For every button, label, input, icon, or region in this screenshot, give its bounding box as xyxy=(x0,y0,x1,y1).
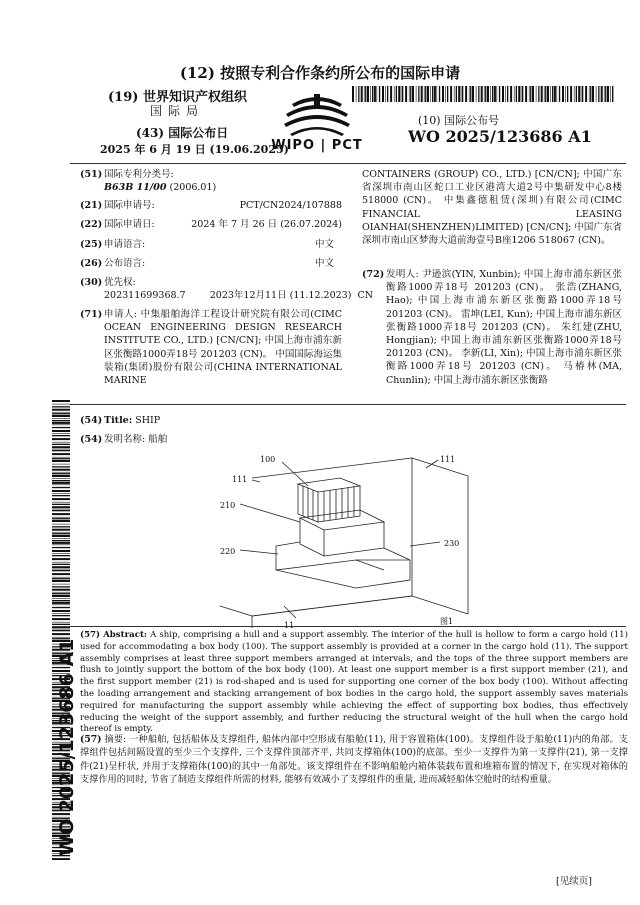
field-26: (26) 公布语言: 中文 xyxy=(80,258,334,269)
label-111-left: 111 xyxy=(232,475,248,484)
figure-caption: 图1 xyxy=(440,617,454,626)
title-en: SHIP xyxy=(135,415,161,426)
pubno-code: (10) xyxy=(418,114,441,127)
hull-right-wall xyxy=(412,458,468,614)
side-publication-number: WO 2025/123686 A1 xyxy=(56,638,78,856)
label-210: 210 xyxy=(220,501,236,510)
field-30: (30) 优先权: xyxy=(80,277,136,288)
title-cn-line: (54) 发明名称: 船舶 xyxy=(80,434,168,445)
pubdate-label: 国际公布日 xyxy=(168,126,229,140)
field-30-value: 202311699368.7 2023年12月11日 (11.12.2023) CN xyxy=(104,290,374,301)
org-code: (19) xyxy=(108,90,139,105)
pubdate-value: 2025 年 6 月 19 日 (19.06.2025) xyxy=(100,143,289,156)
field-72: (72) 发明人: 尹逊滨(YIN, Xunbin); 中国上海市浦东新区张衡路1000弄18号 201203 (CN)。 张浩(ZHANG, Hao); 中国上海市浦东新区张衡路1000弄18号 201203 (CN)。 雷坤(LEI, Kun); 中国上海市浦东新区张衡路1000弄18号 201203 (CN)。 朱红建(ZHU, Hongjian); 中国上海市浦东新区张衡路1000弄18号 201203 (CN)。 李新(LI, Xin); 中国上海市浦东新区张衡路1000弄18号 201203 (CN)。 马椿林(MA, Chunlin); 中国上海市浦东新区张衡路 xyxy=(362,269,622,386)
title-cn: 船舶 xyxy=(148,434,168,445)
wipo-pct-wordmark: WIPO | PCT xyxy=(271,138,363,153)
pubno-label-line xyxy=(418,112,499,128)
drawing-divider xyxy=(70,626,626,627)
field-51: (51) 国际专利分类号: xyxy=(80,169,174,180)
pubno-label: 国际公布号 xyxy=(444,114,500,127)
biblio-divider xyxy=(70,404,626,405)
barcode-image xyxy=(352,86,614,102)
pubdate-code: (43) xyxy=(136,126,165,140)
hull-wall xyxy=(252,458,412,616)
office-name: 国际局 xyxy=(150,104,205,118)
abstract-en: (57) Abstract: A ship, comprising a hull and a support assembly. The interior of the hull is hollow to form a cargo hold (11) used for accommodating a box body (100). The support assembly is provided at a corner in the cargo hold (11). The support assembly comprises at least three support members arranged at intervals, and the tops of the three support members are flush to jointly support the bottom of the box body (100). At least one support member is a first support member (21), and the first support member (21) is rod-shaped and is used for supporting one corner of the box body (100). Without affecting the loading arrangement and stacking arrangement of box bodies in the cargo hold, the support assembly saves materials required for manufacturing the support assembly while achieving the effect of supporting box bodies, thus effectively reducing the weight of the support assembly, and further reducing the structural weight of the hull when the cargo hold thereof is empty. xyxy=(80,630,628,735)
publication-number: WO 2025/123686 A1 xyxy=(408,127,592,146)
figure-drawing xyxy=(200,446,500,632)
label-220: 220 xyxy=(220,547,236,556)
label-230: 230 xyxy=(444,539,460,548)
label-100: 100 xyxy=(260,455,276,464)
continued-note: [见续页] xyxy=(556,876,592,887)
field-22: (22) 国际申请日: 2024 年 7 月 26 日 (26.07.2024) xyxy=(80,219,342,230)
field-25: (25) 申请语言: 中文 xyxy=(80,239,334,250)
applicant-continued: CONTAINERS (GROUP) CO., LTD.) [CN/CN]; 中国广东省深圳市南山区蛇口工业区港湾大道2号中集研发中心8楼 518000 (CN)。 中集鑫德租赁(深圳)有限公司(CIMC FINANCIAL LEASING OIANHAI(SHENZHEN)LIMITED) [CN/CN]; 中国广东省深圳市南山区梦海大道前海壹号B座1206 518067 (CN)。 xyxy=(362,169,622,247)
title-en-line: (54) Title: SHIP xyxy=(80,415,161,426)
abstract-en-text: A ship, comprising a hull and a support assembly. The interior of the hull is hollow to form a cargo hold (11) used for accommodating a box body (100). The support assembly is provided at a corner in the cargo hold (11). The support assembly comprises at least three support members arranged at intervals, and the tops of the three support members are flush to jointly support the bottom of the box body (100). At least one support member is a first support member (21), and the first support member (21) is rod-shaped and is used for supporting one corner of the box body (100). Without affecting the loading arrangement and stacking arrangement of box bodies in the cargo hold, the support assembly saves materials required for manufacturing the support assembly while achieving the effect of supporting box bodies, thus effectively reducing the weight of the support assembly, and further reducing the structural weight of the hull when the cargo hold thereof is empty. xyxy=(80,630,628,735)
field-21: (21) 国际申请号: PCT/CN2024/107888 xyxy=(80,200,342,211)
pubdate-label-line xyxy=(136,124,228,141)
field-71: (71) 申请人: 中集船舶海洋工程设计研究院有限公司(CIMC OCEAN ENGINEERING DESIGN RESEARCH INSTITUTE CO., LTD.) [CN/CN]; 中国上海市浦东新区张衡路1000弄18号 201203 (CN)。 中国国际海运集装箱(集团)股份有限公司(CHINA INTERNATIONAL MARINE xyxy=(80,309,342,387)
abstract-cn-text: 一种船舶, 包括船体及支撑组件, 船体内部中空形成有船舱(11), 用于容置箱体(100)。支撑组件设于船舱(11)内的角部。支撑组件包括间隔设置的至少三个支撑件, 三个支撑件顶部齐平, 共同支撑箱体(100)的底部。至少一支撑件为第一支撑件(21), 第一支撑件(21)呈杆状, 并用于支撑箱体(100)的其中一角部处。该支撑组件在不影响船舱内箱体装载布置和堆箱布置的情况下, 在实现对箱体的支撑作用的同时, 节省了制造支撑组件所需的材料, 能够有效减小了支撑组件的重量, 进而减轻船体空舱时的结构重量。 xyxy=(80,734,628,786)
org-name: 世界知识产权组织 xyxy=(142,90,247,105)
document-title: (12) 按照专利合作条约所公布的国际申请 xyxy=(179,64,461,82)
abstract-cn: (57) 摘要: 一种船舶, 包括船体及支撑组件, 船体内部中空形成有船舱(11), 用于容置箱体(100)。支撑组件设于船舱(11)内的角部。支撑组件包括间隔设置的至少三个支撑件, 三个支撑件顶部齐平, 共同支撑箱体(100)的底部。至少一支撑件为第一支撑件(21), 第一支撑件(21)呈杆状, 并用于支撑箱体(100)的其中一角部处。该支撑组件在不影响船舱内箱体装载布置和堆箱布置的情况下, 在实现对箱体的支撑作用的同时, 节省了制造支撑组件所需的材料, 能够有效减小了支撑组件的重量, 进而减轻船体空舱时的结构重量。 xyxy=(80,734,628,786)
label-111-right: 111 xyxy=(440,455,456,464)
header-divider xyxy=(70,163,626,164)
field-51-value: B63B 11/00 (2006.01) xyxy=(104,182,217,193)
